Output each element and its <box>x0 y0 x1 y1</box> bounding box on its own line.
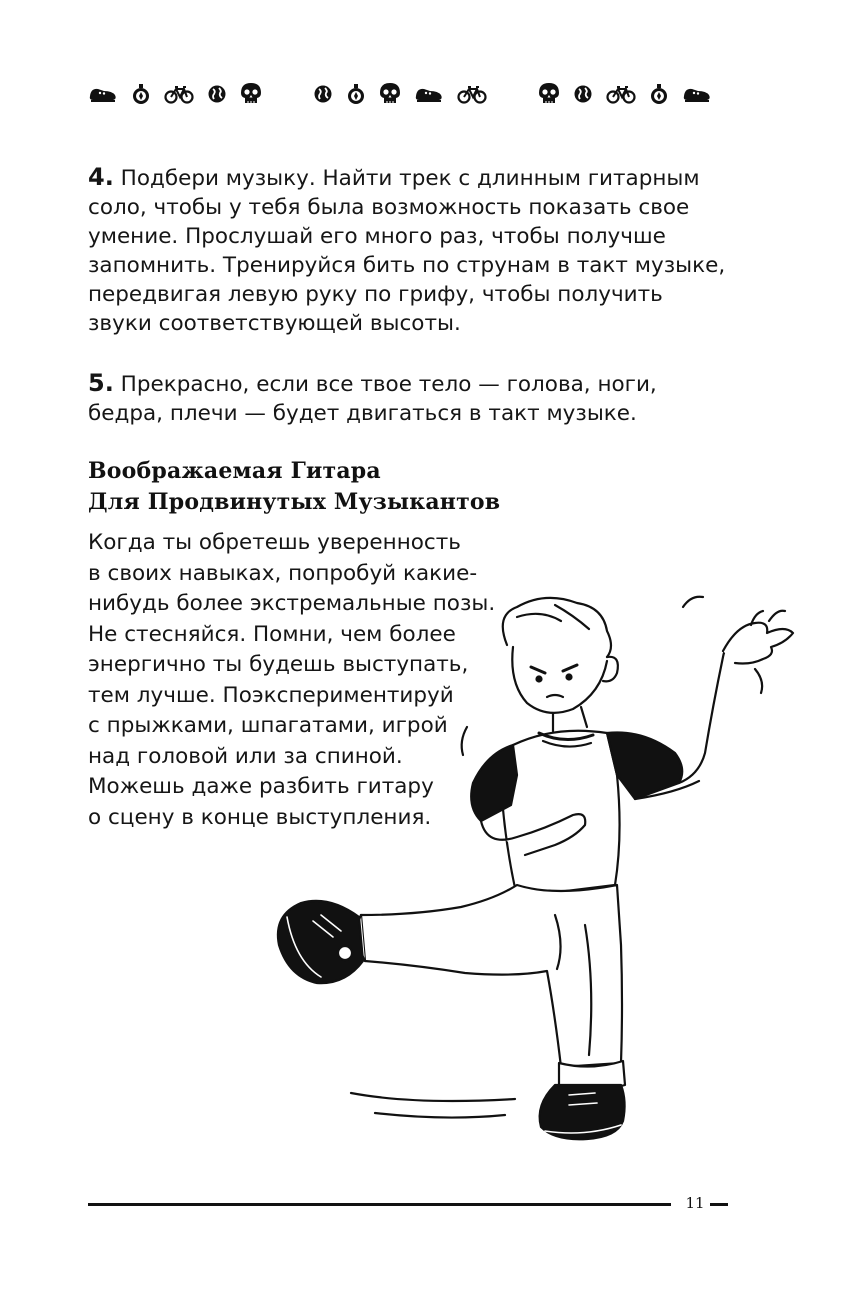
text-line: Когда ты обретешь уверенность <box>88 530 461 555</box>
text-line: энергично ты будешь выступать, <box>88 652 469 677</box>
text-line: о сцену в конце выступления. <box>88 804 432 830</box>
boy-illustration <box>255 585 815 1149</box>
step-number: 4. <box>88 163 114 191</box>
skull-icon <box>538 82 560 106</box>
bicycle-icon <box>606 84 636 104</box>
step-5-paragraph <box>88 369 728 428</box>
shoe-icon <box>682 84 712 104</box>
step-number: 5. <box>88 369 114 397</box>
step-text: Подбери музыку. Найти трек с длинным гитарным соло, чтобы у тебя была возможность показать свое умение. Прослушай его много раз, чтобы получше запомнить. Тренируйся бить по струнам в такт музыке, передвигая левую руку по грифу, чтобы получить звуки соответствующей высоты. <box>88 166 726 336</box>
globe-icon <box>573 84 593 104</box>
section-heading-line-2: Для Продвинутых Музыкантов <box>88 489 501 515</box>
skull-icon <box>240 82 262 106</box>
compass-icon <box>649 83 669 105</box>
footer-rule <box>88 1203 671 1206</box>
text-line: над головой или за спиной. <box>88 743 403 769</box>
text-line: нибудь более экстремальные позы. <box>88 591 496 616</box>
bicycle-icon <box>457 84 487 104</box>
globe-icon <box>313 84 333 104</box>
text-line: в своих навыках, попробуй какие- <box>88 560 478 586</box>
shoe-icon <box>414 84 444 104</box>
page-number: 11 <box>685 1194 705 1212</box>
shoe-icon <box>88 84 118 104</box>
compass-icon <box>346 83 366 105</box>
step-4-paragraph <box>88 163 728 338</box>
skull-icon <box>379 82 401 106</box>
step-text: Прекрасно, если все твое тело — голова, ноги, бедра, плечи — будет двигаться в такт музыке. <box>88 372 657 426</box>
section-heading-line-1: Воображаемая Гитара <box>88 458 381 484</box>
compass-icon <box>131 83 151 105</box>
decorative-icon-row <box>88 80 728 108</box>
text-line: Можешь даже разбить гитару <box>88 774 434 799</box>
text-line: тем лучше. Поэкспериментируй <box>88 682 454 708</box>
text-line: с прыжками, шпагатами, игрой <box>88 713 448 738</box>
section-heading <box>88 456 500 518</box>
footer-rule-end <box>710 1203 728 1206</box>
bicycle-icon <box>164 84 194 104</box>
globe-icon <box>207 84 227 104</box>
text-line: Не стесняйся. Помни, чем более <box>88 621 456 647</box>
